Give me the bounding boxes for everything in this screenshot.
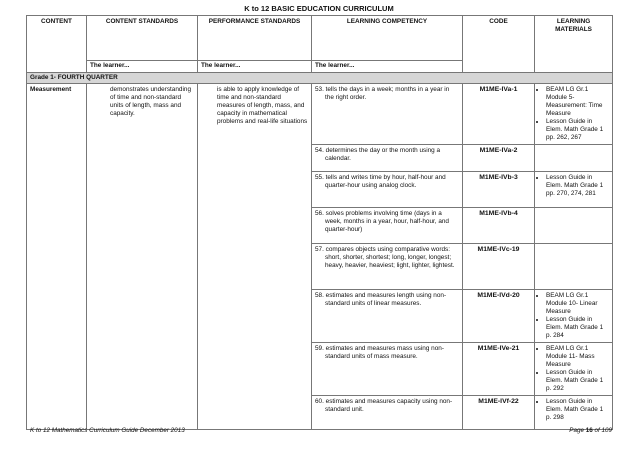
footer-guide-title: K to 12 Mathematics Curriculum Guide December 2013 [30,427,185,434]
header-content-standards: CONTENT STANDARDS [87,16,198,61]
content-domain: Measurement [27,84,87,430]
performance-standard: is able to apply knowledge of time and non-standard measures of length, mass, and capacity in mathematical problems and real-life situations [198,84,312,430]
competency-code: M1ME-IVf-22 [463,396,535,430]
competency: 55. tells and writes time by hour, half-hour and quarter-hour using analog clock. [312,172,463,208]
learning-materials [535,208,613,244]
competency: 56. solves problems involving time (days in a week, months in a year, hour, half-hour, and quarter-hour) [312,208,463,244]
grade-row [27,73,613,84]
material-item: • Lesson Guide in Elem. Math Grade 1 pp. 262, 267 [546,118,609,142]
competency-code: M1ME-IVb-4 [463,208,535,244]
competency-code: M1ME-IVc-19 [463,244,535,290]
competency-code: M1ME-IVe-21 [463,343,535,396]
header-learning-materials: LEARNING MATERIALS [535,16,613,73]
table-row [27,84,613,145]
competency-code: M1ME-IVd-20 [463,290,535,343]
competency-code: M1ME-IVb-3 [463,172,535,208]
material-item: • BEAM LG Gr.1 Module 5- Measurement: Time Measure [546,86,609,118]
competency: 53. tells the days in a week; months in a year in the right order. [312,84,463,145]
learning-materials [535,343,613,396]
page-title: K to 12 BASIC EDUCATION CURRICULUM [244,4,394,13]
competency: 60. estimates and measures capacity using non-standard unit. [312,396,463,430]
material-item: • Lesson Guide in Elem. Math Grade 1 pp. 270, 274, 281 [546,174,609,198]
material-item: • Lesson Guide in Elem. Math Grade 1 p. 292 [546,369,609,393]
grade-label: Grade 1- FOURTH QUARTER [27,73,613,84]
header-performance-standards: PERFORMANCE STANDARDS [198,16,312,61]
header-row [27,16,613,61]
learner-label: The learner... [87,61,198,73]
competency: 58. estimates and measures length using non- standard units of linear measures. [312,290,463,343]
learning-materials [535,290,613,343]
competency-code: M1ME-IVa-2 [463,145,535,172]
learner-label: The learner... [312,61,463,73]
learning-materials [535,145,613,172]
header-learning-competency: LEARNING COMPETENCY [312,16,463,61]
learner-label: The learner... [198,61,312,73]
material-item: • Lesson Guide in Elem. Math Grade 1 p. 284 [546,316,609,340]
material-item: • BEAM LG Gr.1 Module 10- Linear Measure [546,292,609,316]
learning-materials [535,244,613,290]
header-content: CONTENT [27,16,87,73]
competency: 57. compares objects using comparative words: short, shorter, shortest; long, longer, longest; heavy, heavier, heaviest; light, lighter, lightest. [312,244,463,290]
curriculum-table [26,15,613,430]
competency: 54. determines the day or the month using a calendar. [312,145,463,172]
competency: 59. estimates and measures mass using non-standard units of mass measure. [312,343,463,396]
material-item: • BEAM LG Gr.1 Module 11- Mass Measure [546,345,609,369]
learning-materials [535,396,613,430]
learning-materials [535,172,613,208]
header-code: CODE [463,16,535,73]
material-item: • Lesson Guide in Elem. Math Grade 1 p. 298 [546,398,609,422]
competency-code: M1ME-IVa-1 [463,84,535,145]
learning-materials [535,84,613,145]
footer-page-number: Page 16 of 109 [569,427,612,434]
content-standard: demonstrates understanding of time and non-standard units of length, mass and capacity. [87,84,198,430]
